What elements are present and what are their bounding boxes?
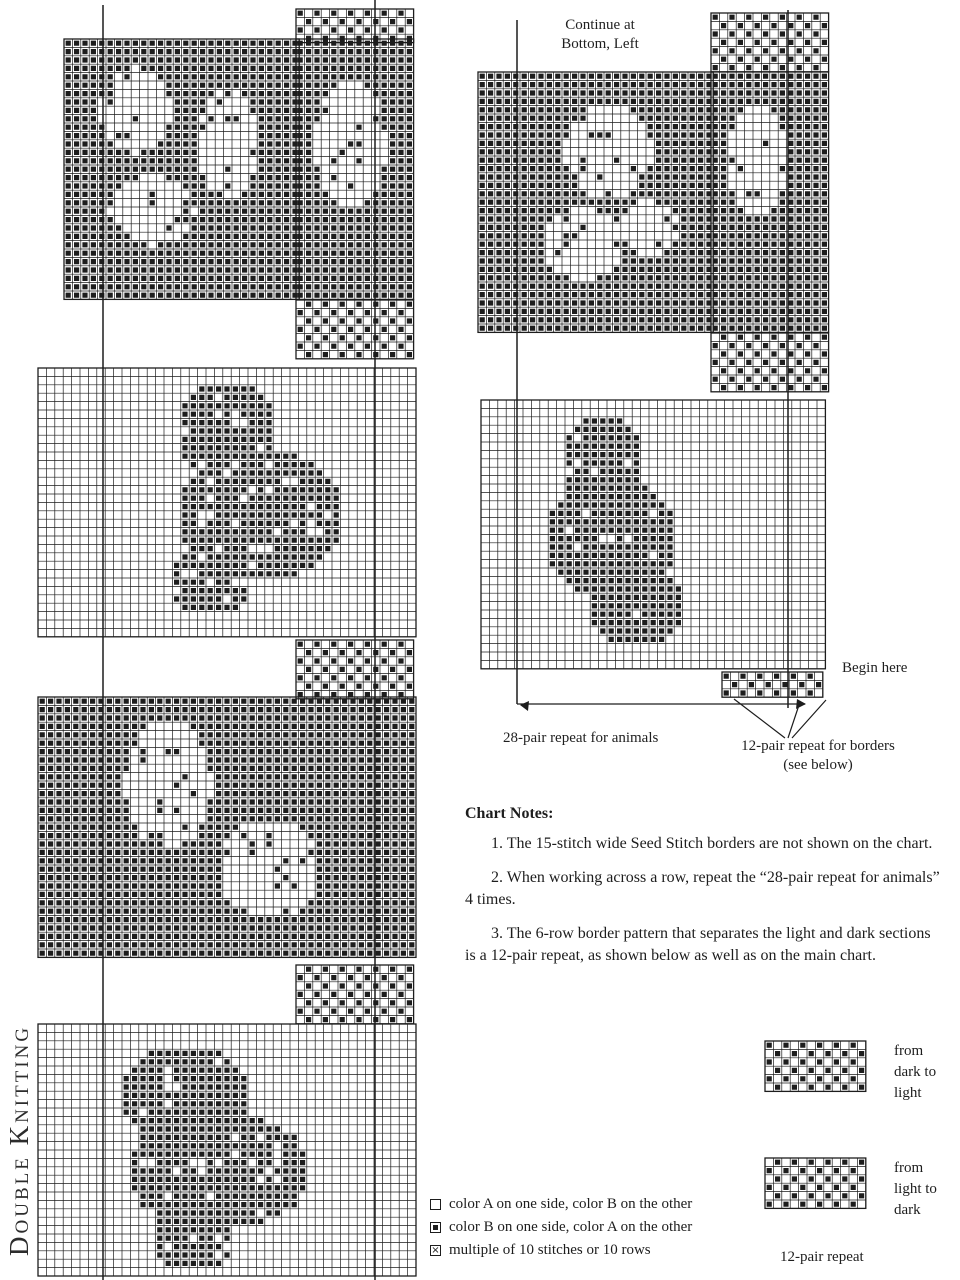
filled-square-icon [430, 1222, 441, 1233]
notes-heading: Chart Notes: [465, 805, 554, 822]
left-border-2 [296, 300, 414, 359]
left-border-3 [296, 640, 414, 699]
right-panel-2 [481, 400, 825, 669]
left-panel-1 [64, 39, 299, 299]
left-panel-2 [38, 368, 416, 637]
continue-label: Continue at Bottom, Left [561, 17, 639, 52]
left-border-top-gridlines [296, 9, 414, 43]
begin-here-label: Begin here [842, 660, 908, 676]
animal-repeat-label: 28-pair repeat for animals [503, 730, 659, 746]
dark-to-light-caption: from dark to light [894, 1043, 937, 1101]
right-border-top [711, 13, 829, 72]
right-border-start [722, 672, 823, 697]
border-repeat-note: (see below) [783, 757, 853, 773]
legend-text: color A on one side, color B on the other [449, 1196, 693, 1212]
left-panel-3-stitches [40, 699, 415, 956]
mini-repeat-label: 12-pair repeat [780, 1249, 864, 1265]
right-border-2 [711, 333, 829, 392]
mini-chart-light-to-dark [765, 1158, 866, 1208]
left-panel-3 [38, 697, 416, 957]
border-repeat-label [728, 737, 908, 775]
light-to-dark-caption: from light to dark [894, 1160, 937, 1218]
chart-notes [465, 803, 945, 979]
left-border-top [296, 9, 414, 43]
empty-square-icon [430, 1199, 441, 1210]
legend-text: multiple of 10 stitches or 10 rows [449, 1242, 651, 1258]
border-repeat-arrows [734, 699, 826, 738]
note-1: 1. The 15-stitch wide Seed Stitch borders are not shown on the chart. [491, 835, 933, 852]
left-border-3-gridlines [296, 640, 414, 699]
left-border-1-gridlines [296, 39, 414, 299]
section-title: Double Knitting [4, 1024, 34, 1256]
legend-item-multiple [430, 1239, 692, 1262]
left-border-4 [296, 965, 414, 1024]
left-panel-4 [38, 1024, 416, 1276]
animal-repeat-arrowheads [520, 699, 806, 711]
legend [430, 1193, 692, 1262]
crossed-square-icon: × [431, 1245, 440, 1256]
legend-item-dark [430, 1216, 692, 1239]
mini-chart-dark-to-light-gridlines [765, 1041, 866, 1091]
right-panel-1 [478, 72, 713, 332]
border-repeat-text: 12-pair repeat for borders [741, 738, 895, 754]
legend-text: color B on one side, color A on the other [449, 1219, 693, 1235]
mini-chart-dark-to-light [765, 1041, 866, 1091]
mini-chart-light-to-dark-gridlines [765, 1158, 866, 1208]
note-3: 3. The 6-row border pattern that separates the light and dark sections is a 12-pair repeat, as shown below as well as on the main chart. [465, 925, 931, 964]
note-2: 2. When working across a row, repeat the “28-pair repeat for animals” 4 times. [465, 869, 940, 908]
legend-item-light [430, 1193, 692, 1216]
right-border-1 [711, 72, 829, 332]
left-border-4-gridlines [296, 965, 414, 1024]
right-border-1-gridlines [711, 72, 829, 332]
left-border-2-gridlines [296, 300, 414, 359]
right-border-top-gridlines [711, 13, 829, 72]
right-border-2-gridlines [711, 333, 829, 392]
left-border-1 [296, 39, 414, 299]
